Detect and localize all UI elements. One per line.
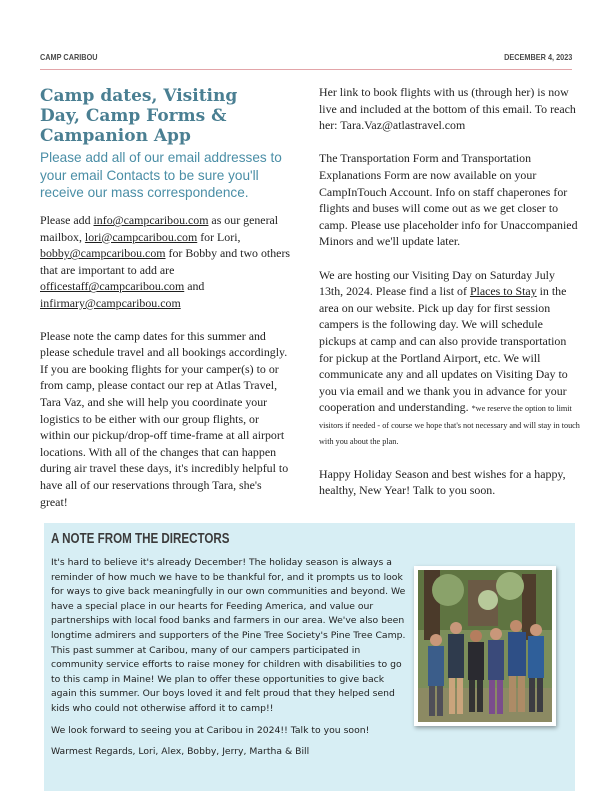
travel-paragraph: Please note the camp dates for this summer and please schedule travel and all bookings accordingly. If you are booking flights for your camper(s) to or from camp, please contact our rep at Atlas Travel, Tara Vaz, and she will help you coordinate your logistics to be either with our group flights, or within our pickup/drop-off time-frame at all airport locations. With all of the changes that can happen during air travel these days, it's incredibly helpful to have all of our reservations through Tara, she's great! [40, 328, 289, 509]
emails-text-2: as our general mailbox, [40, 213, 279, 244]
visiting-day-paragraph [319, 267, 581, 450]
director-note-body [51, 556, 407, 767]
emails-text-5: and [184, 279, 205, 294]
email-link-officestaff[interactable]: officestaff@campcaribou.com [40, 279, 185, 294]
email-link-bobby[interactable]: bobby@campcaribou.com [40, 246, 166, 261]
flights-link-paragraph: Her link to book flights with us (through her) is now live and included at the bottom of this email. To reach her: Tara.Vaz@atlastravel.com [319, 85, 576, 133]
email-link-infirmary[interactable]: infirmary@campcaribou.com [40, 295, 181, 310]
directors-group-photo [414, 566, 556, 726]
article-title: Camp dates, Visiting Day, Camp Forms & Campanion App [40, 86, 238, 146]
emails-text-1: Please add [40, 213, 94, 227]
header-org-name: CAMP CARIBOU [40, 52, 98, 62]
left-column [40, 212, 292, 510]
emails-text-4: for Bobby and two others that are important to add are [40, 246, 291, 277]
visiting-text-1: We are hosting our Visiting Day on Saturday July 13th, 2024. Please find a list of [319, 267, 555, 299]
visiting-text-2: in the area on our website. Pick up day for first session campers is the following day. We will schedule pickups at camp and can also provide transportation for pickup at the Portland Airport, etc. We will communicate any and all updates on Visiting Day to you via email and we thank you in advance for your cooperation and understanding. [319, 284, 568, 415]
emails-text-3: for Lori, [197, 229, 241, 244]
email-link-lori[interactable]: lori@campcaribou.com [84, 229, 198, 244]
emails-paragraph [40, 212, 292, 312]
article-subtitle: Please add all of our email addresses to your email Contacts to be sure you'll receive our mass correspondence. [40, 150, 282, 200]
director-note-box [44, 523, 575, 791]
header-divider [40, 69, 572, 70]
transportation-paragraph: The Transportation Form and Transportation Explanations Form are now available on your CampInTouch Account. Info on staff chaperones for flights and buses will come out as we get closer to camp. Please use placeholder info for Unaccompanied Minors and we'll update later. [319, 151, 578, 249]
group-photo-illustration [418, 570, 552, 722]
holiday-paragraph: Happy Holiday Season and best wishes for a happy, healthy, New Year! Talk to you soon. [319, 466, 566, 498]
director-note-title: A NOTE FROM THE DIRECTORS [51, 531, 230, 547]
places-to-stay-link[interactable]: Places to Stay [469, 284, 537, 299]
right-column [319, 84, 581, 499]
director-note-closing: We look forward to seeing you at Caribou in 2024!! Talk to you soon! [51, 724, 370, 736]
visiting-footnote: *we reserve the option to limit visitors if needed - of course we hope that's not necessary and will stay in touch with you about the plan. [319, 404, 580, 447]
director-note-signature: Warmest Regards, Lori, Alex, Bobby, Jerry, Martha & Bill [51, 746, 310, 758]
email-link-info[interactable]: info@campcaribou.com [93, 213, 209, 227]
director-note-paragraph: It's hard to believe it's already December! The holiday season is always a reminder of how much we have to be thankful for, and it prompts us to look for ways to give back meaningfully in our own communities and beyond. We have a special place in our hearts for Feeding America, and value our partnerships with local food banks and farmers in our area. We've also been longtime admirers and supporters of the Pine Tree Society's Pine Tree Camp. This past summer at Caribou, many of our campers participated in community service efforts to raise money for children with disabilities to go to this camp in Maine! We plan to offer these opportunities to give back again this summer. Our boys loved it and felt proud that they helped send kids who could not otherwise afford it to camp!! [51, 557, 406, 714]
header-date: DECEMBER 4, 2023 [503, 52, 572, 62]
